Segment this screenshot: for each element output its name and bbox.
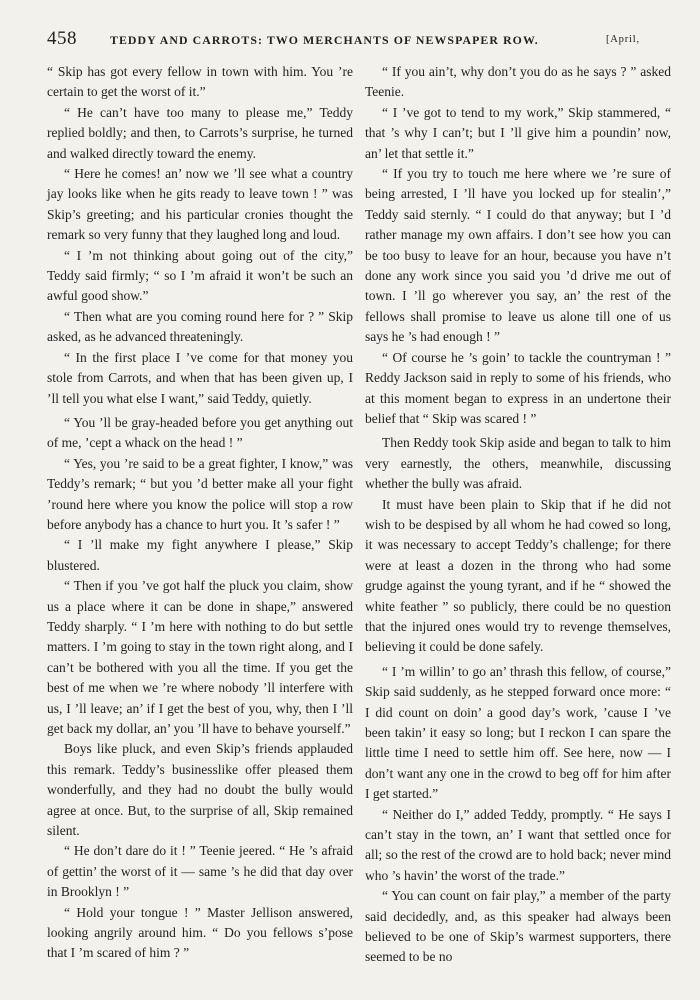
- running-head: TEDDY AND CARROTS: TWO MERCHANTS OF NEWSPAPER ROW.: [110, 33, 539, 47]
- paragraph: “ Then if you ’ve got half the pluck you claim, show us a place where it can be done in shape,” answered Teddy sharply. “ I ’m here with nothing to do but settle matters. I ’m going to stay in the town right along, and I can’t be bothered with you all the time. If you get the best of me when we ’re where nobody ’ll interfere with us, I ’ll leave; an’ if I get the best of you, why, then I ’ll get back my dollar, an’ you ’ll have to behave yourself.”: [47, 578, 353, 736]
- paragraph: “ Hold your tongue ! ” Master Jellison answered, looking angrily around him. “ Do you fellows s’pose that I ’m scared of him ? ”: [47, 904, 353, 961]
- paragraph: “ I ’ll make my fight anywhere I please,” Skip blustered.: [47, 537, 353, 573]
- left-column: [47, 62, 353, 964]
- paragraph: It must have been plain to Skip that if he did not wish to be despised by all whom he had cowed so long, it was necessary to accept Teddy’s challenge; for there were at least a dozen in the throng who had some grudge against the young tyrant, and if he “ showed the white feather ” so publicly, there could be no question that the injured ones would try to revenge themselves, believing it could be done safely.: [365, 496, 671, 655]
- paragraph: “ In the first place I ’ve come for that money you stole from Carrots, and when that has been given up, I ’ll tell you what else I want,” said Teddy, quietly.: [47, 349, 353, 406]
- right-column: [365, 62, 671, 968]
- paragraph: “ Yes, you ’re said to be a great fighter, I know,” was Teddy’s remark; “ but you ’d better make all your fight ’round here where you know the police will stop a row before anybody has a chance to hurt you. It ’s safer ! ”: [47, 455, 353, 532]
- paragraph: “ I ’m willin’ to go an’ thrash this fellow, of course,” Skip said suddenly, as he stepped forward once more: “ I did count on doin’ a good day’s work, ’cause I ’ve been takin’ it easy so long; but I reckon I can spare the little time I need to settle him off. See here, now — I don’t want any one in the crowd to beg off for him after I get started.”: [365, 663, 671, 802]
- paragraph: “ He can’t have too many to please me,” Teddy replied boldly; and then, to Carrots’s surprise, he turned and walked directly toward the enemy.: [47, 104, 353, 161]
- paragraph: “ Here he comes! an’ now we ’ll see what a country jay looks like when he gits ready to leave town ! ” was Skip’s greeting; and his particular cronies thought the remark so very funny that they laughed long and loud.: [47, 166, 353, 243]
- paragraph: “ Of course he ’s goin’ to tackle the countryman ! ” Reddy Jackson said in reply to some of his friends, who at this moment began to express in an undertone their belief that “ Skip was scared ! ”: [365, 349, 671, 426]
- paragraph: “ Neither do I,” added Teddy, promptly. “ He says I can’t stay in the town, an’ I want that settled once for all; so the rest of the crowd are to hold back; never mind who ’s havin’ the worst of the trade.”: [365, 806, 671, 883]
- paragraph: “ He don’t dare do it ! ” Teenie jeered. “ He ’s afraid of gettin’ the worst of it — same ’s he did that day over in Brooklyn ! ”: [47, 843, 353, 900]
- paragraph: “ I ’m not thinking about going out of the city,” Teddy said firmly; “ so I ’m afraid it won’t be such an awful good show.”: [47, 247, 353, 304]
- paragraph: Boys like pluck, and even Skip’s friends applauded this remark. Teddy’s businesslike offer pleased them wonderfully, and they had no doubt the bully would agree at once. But, to the surprise of all, Skip remained silent.: [47, 741, 353, 839]
- paragraph: “ If you try to touch me here where we ’re sure of being arrested, I ’ll have you locked up for stealin’,” Teddy said sternly. “ I could do that anyway; but I ’d rather manage my own affairs. I don’t see how you can be too busy to leave for an hour, because you have n’t done any work since you said you ’d drive me out of town. I ’ll go wherever you say, an’ the rest of the fellows shall promise to leave us alone till one of us says he ’s had enough ! ”: [365, 166, 671, 345]
- paragraph: “ You can count on fair play,” a member of the party said decidedly, and, as this speaker had always been believed to be one of Skip’s warmest supporters, there seemed to be no: [365, 888, 671, 965]
- page-number: 458: [47, 28, 77, 49]
- paragraph: “ Then what are you coming round here for ? ” Skip asked, as he advanced threateningly.: [47, 308, 353, 345]
- paragraph: “ I ’ve got to tend to my work,” Skip stammered, “ that ’s why I can’t; but I ’ll give him a poundin’ now, an’ let that settle it.”: [365, 104, 671, 161]
- paragraph: “ If you ain’t, why don’t you do as he says ? ” asked Teenie.: [365, 64, 671, 100]
- issue-month: [April,: [606, 34, 640, 45]
- paragraph: “ You ’ll be gray-headed before you get anything out of me, ’cept a whack on the head ! ”: [47, 414, 353, 451]
- page-header: [0, 20, 700, 60]
- paragraph: Then Reddy took Skip aside and began to talk to him very earnestly, the others, meanwhile, discussing whether the bully was afraid.: [365, 435, 671, 492]
- paragraph: “ Skip has got every fellow in town with him. You ’re certain to get the worst of it.”: [47, 64, 353, 100]
